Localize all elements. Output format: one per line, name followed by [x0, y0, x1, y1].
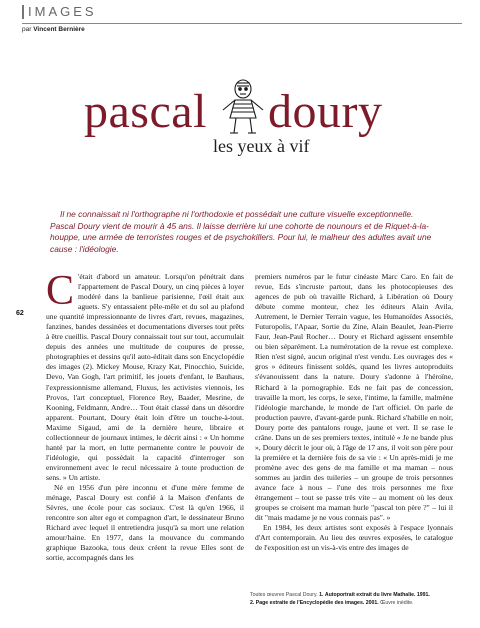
article-subtitle: les yeux à vif — [213, 136, 310, 156]
title-last-name: doury — [268, 85, 383, 138]
byline-prefix: par — [22, 26, 32, 33]
text-column-1 — [46, 268, 244, 563]
lead-text: Il ne connaissait ni l'orthographe ni l'orthodoxie et possédait une culture visuelle exceptionnelle. Pascal Doury vient de mourir à 45 ans. Il laisse derrière lui une cohorte de nounours et de Riquet-à-la-houppe, une armée de terroristes rouges et de psychokillers. Pour lui, le malheur des adultes avait une cause : l'idéologie. — [50, 209, 432, 254]
title-first-name: pascal — [84, 85, 207, 138]
page-header — [22, 4, 462, 33]
column2-paragraph-1: premiers numéros par le futur cinéaste Marc Caro. En fait de revue, Eds s'incruste partout, dans les photocopieuses des agences de pub où travaille Richard, à Libération où Doury débute comme monteur, chez les éditeurs Alain Avila, Autrement, le Dernier Terrain vague, les Humanoïdes Associés, Futuropolis, l'Apaar, Sortie du Zine, Alain Beaulet, Jean-Pierre Faur, Jean-Paul Rocher… Doury et Richard agissent ensemble ou bien séparément. La numérotation de la revue est complexe. Rien n'est signé, aucun original n'est vendu. Les ouvrages des « gros » éditeurs finissent soldés, quand les livres autoproduits s'évanouissent dans la nature. Doury s'adonne à l'héroïne, Richard à la pornographie. Eds ne fait pas de concession, travaille la mort, les corps, le sexe, l'intime, la famille, malmène l'idéologie marchande, le monde de l'art officiel. On parle de production pauvre, d'avant-garde punk. Richard s'habille en noir, Doury porte des pantalons rouge, jaune et vert. Il se rase le crâne. Dans un de ses premiers textes, intitulé « Je ne bande plus », Doury décrit le jour où, à l'âge de 17 ans, il voit son père pour la première et la dernière fois de sa vie : « Un après-midi je me promène avec des gens de ma famille et ma maman – nous sommes au jardin des tuileries – un groupe de trois personnes avance face à nous – l'une des trois personnes me fixe étrangement – tout se passe très vite – au moment où les deux groupes se croisent ma maman hurle "pascal ton père ?" – lui il dit "mais madame je ne vous connais pas". » — [255, 272, 453, 523]
caption-line-1 — [250, 591, 464, 599]
caption-num-2: 2. — [250, 600, 255, 606]
rubric-bar — [22, 5, 24, 19]
caption-suffix: Œuvre inédite. — [380, 600, 414, 606]
column2-paragraph-2: En 1984, les deux artistes sont exposés à l'espace lyonnais d'Art contemporain. Au lieu des œuvres exposées, le catalogue de l'exposition est un vis-à-vis entre des images de — [255, 523, 453, 553]
caption-num-1: 1. — [319, 592, 324, 598]
page-number: 62 — [16, 310, 24, 317]
byline — [22, 26, 85, 33]
column1-paragraph-1 — [46, 268, 244, 483]
caption-line-2 — [250, 599, 464, 607]
article-lead — [50, 209, 436, 255]
column1-paragraph-2: Né en 1956 d'un père inconnu et d'une mère femme de ménage, Pascal Doury est confié à la Maison d'enfants de Sèvres, une école pour cas sociaux. C'est là qu'en 1966, il rencontre son alter ego et compagnon d'art, le dessinateur Bruno Richard avec lequel il entretiendra jusqu'à sa mort une relation amour/haine. En 1977, dans la mouvance du commando graphique Bazooka, tous deux créent la revue Elles sont de sortie, accompagnés dans les — [46, 482, 244, 563]
caption-title-1: Autoportrait extrait du livre Mathalie. 1991. — [324, 592, 430, 598]
byline-author: Vincent Bernière — [33, 26, 85, 33]
column1-p1-text: 'était d'abord un amateur. Lorsqu'on pénétrait dans l'appartement de Pascal Doury, un cinq pièces à loyer modéré dans la banlieue parisienne, l'œil était aux aguets. S'y entassaient pêle-mêle et du sol au plafond une quantité impressionnante de livres d'art, revues, magazines, fanzines, bandes dessinées et documentations diverses tout prêts à être cueillis. Pascal Doury connaissait tout sur tout, accumulait depuis des années une multitude de coupures de presse, photographies et dessins qu'il auto-éditait dans son Encyclopédie des images (2). Mickey Mouse, Krazy Kat, Pinocchio, Suicide, Devo, Van Gogh, l'art primitif, les jouets d'enfant, le Bauhaus, l'expressionnisme allemand, Fluxus, les activistes viennois, les Provos, l'art conceptuel, Florence Rey, Baader, Mesrine, de Kooning, Feldmann, Andre… Tout était classé dans un désordre apparent. Pourtant, Doury était loin d'être un touche-à-tout. Maxime Sigaud, ami de la dernière heure, libraire et collectionneur de journaux intimes, le décrit ainsi : « Un homme hanté par la mort, en lutte permanente contre le pouvoir de l'idéologie, qui possédait la capacité d'interroger son environnement avec le recul nécessaire à toute production de sens. » Un artiste. — [46, 272, 244, 482]
caption-title-2: Page extraite de l'Encyclopédie des images. 2001. — [255, 600, 379, 606]
caption-prefix: Toutes œuvres Pascal Doury. — [250, 592, 318, 598]
section-rubric: IMAGES — [28, 4, 97, 19]
image-caption — [250, 591, 464, 607]
header-rule — [22, 23, 462, 24]
text-column-2 — [255, 272, 453, 553]
drop-cap: C — [46, 268, 75, 314]
self-portrait-illustration — [218, 78, 268, 136]
